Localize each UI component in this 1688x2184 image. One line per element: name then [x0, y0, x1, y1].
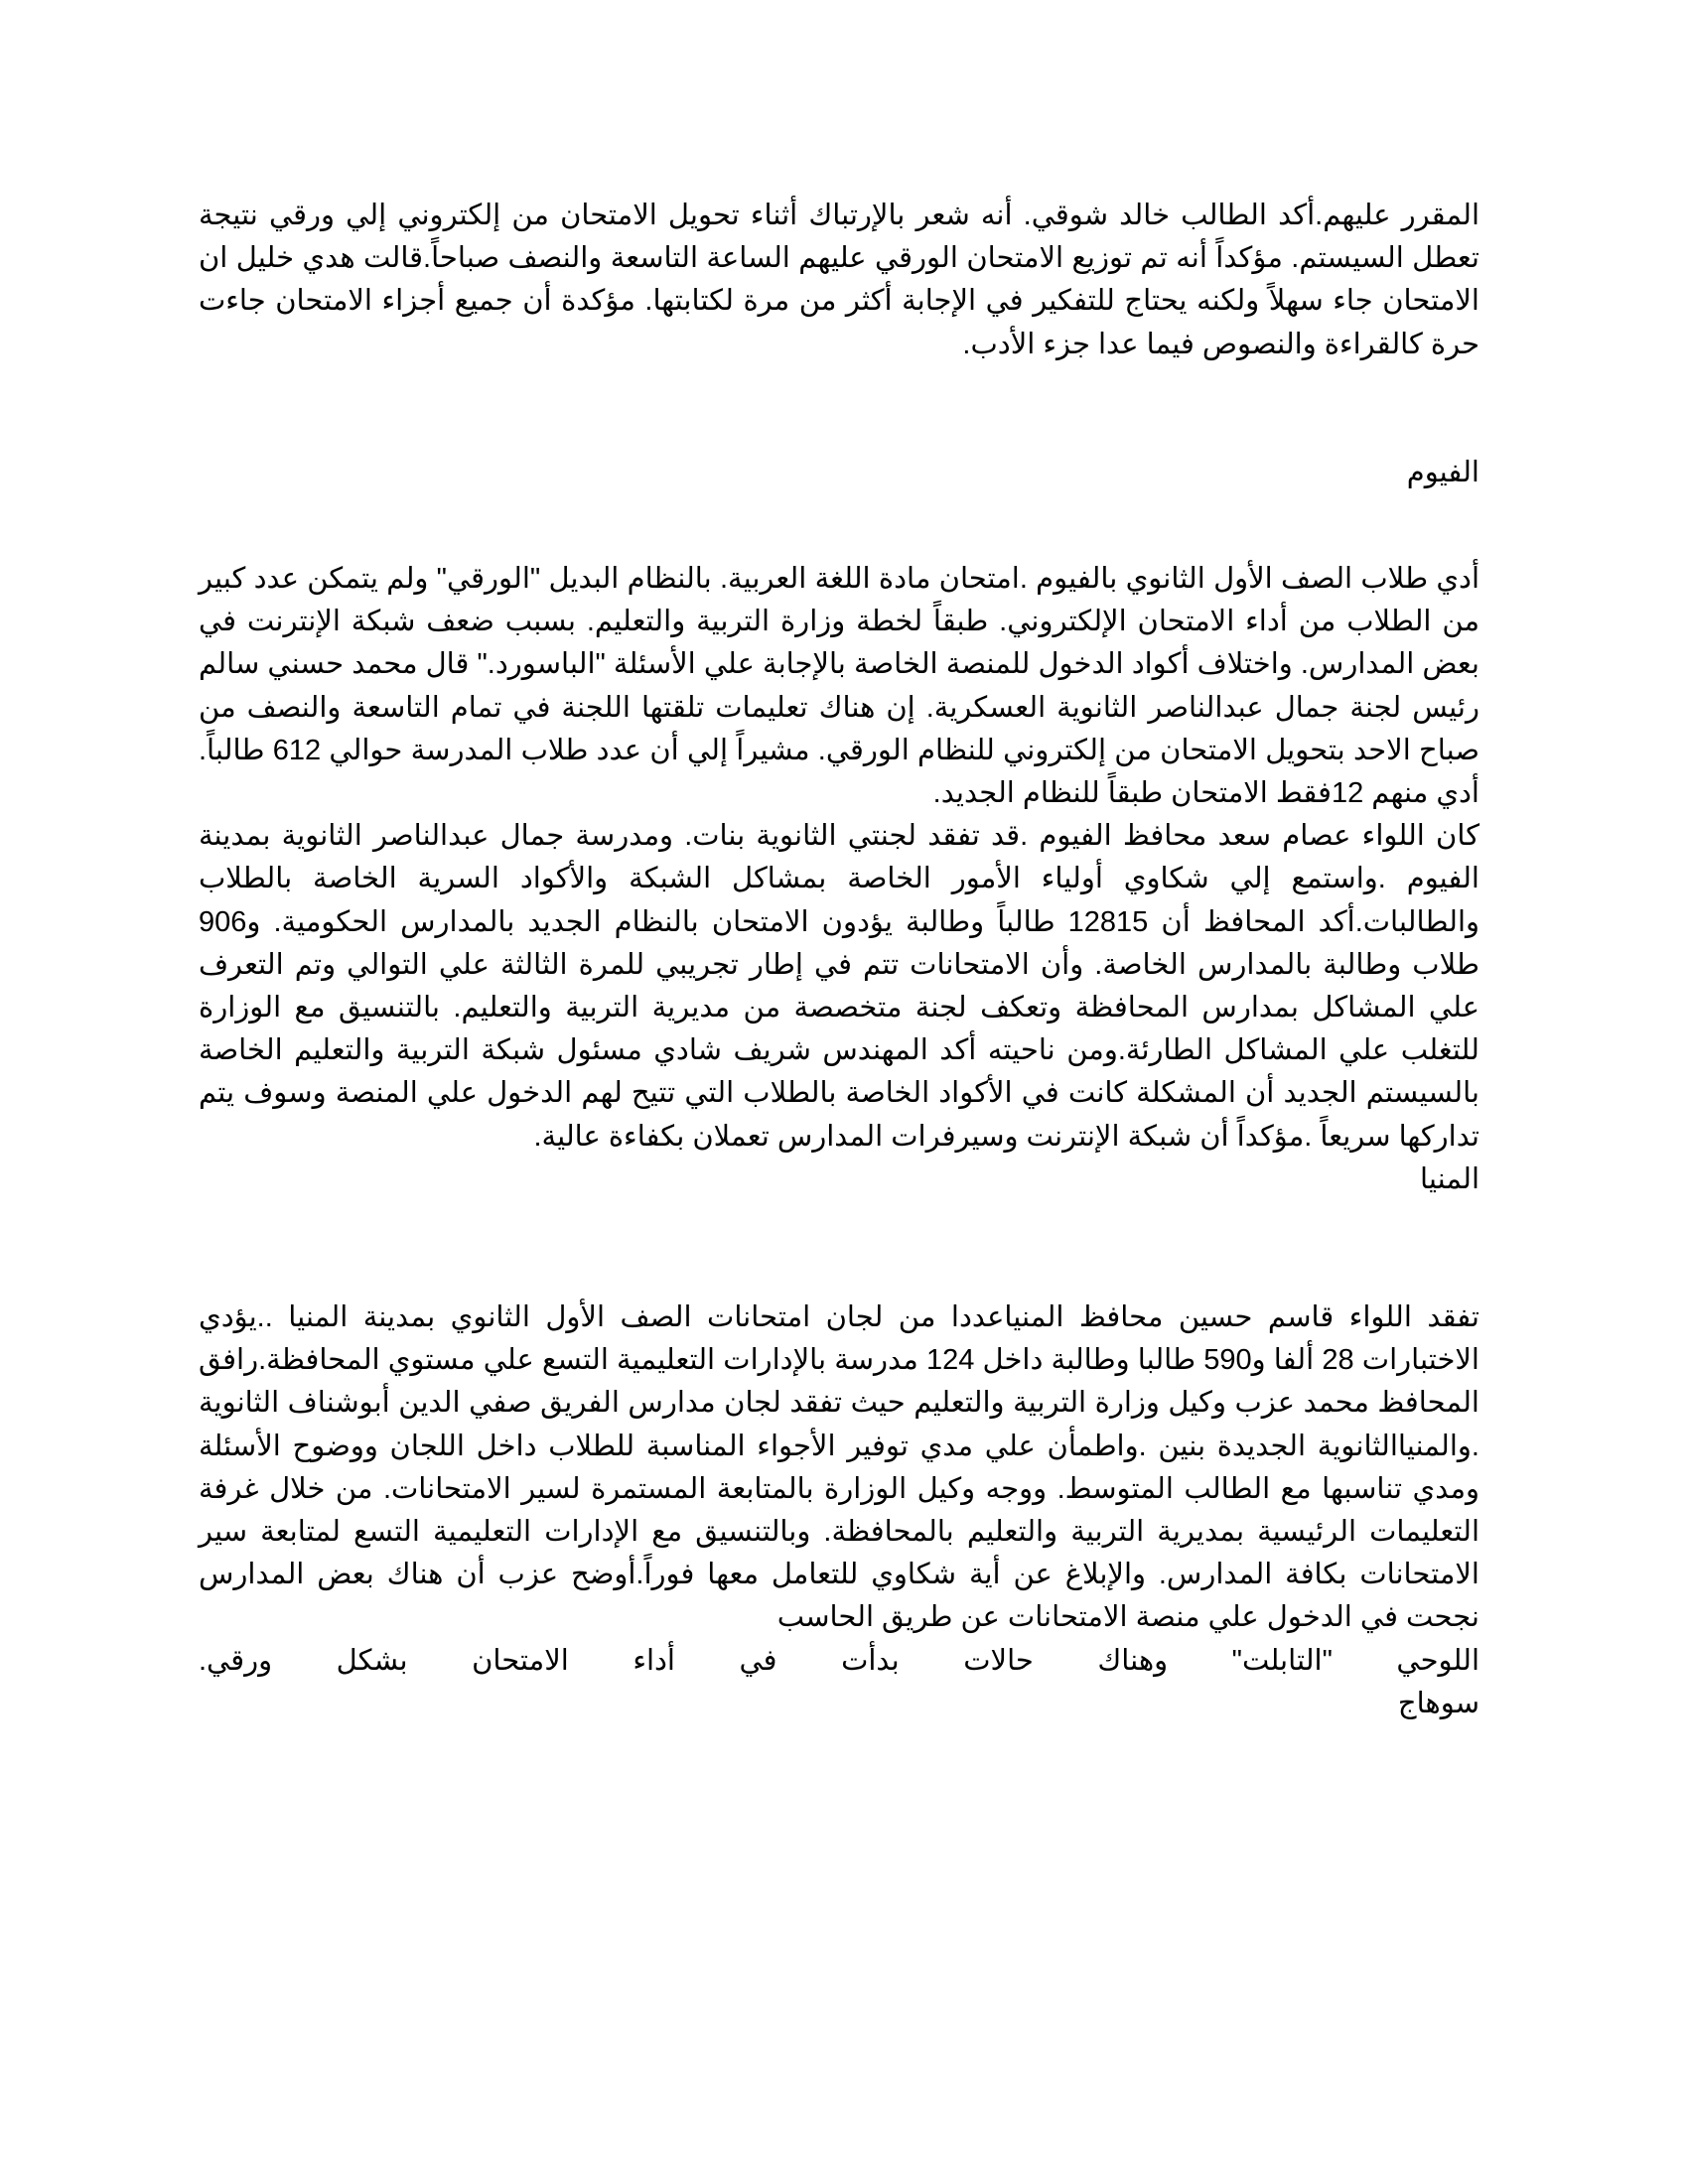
paragraph-minya-tablet: اللوحي "التابلت" وهناك حالات بدأت في أداء الامتحان بشكل ورقي.: [199, 1644, 1479, 1677]
paragraph-minya-governor: تفقد اللواء قاسم حسين محافظ المنياعددا من لجان امتحانات الصف الأول الثانوي بمدينة المنيا ..يؤدي الاختبارات 28 ألفا و590 طالبا وطالبة داخل 124 مدرسة بالإدارات التعليمية التسع علي مستوي المحافظة.رافق المحافظ محمد عزب وكيل وزارة التربية والتعليم حيث تفقد لجان مدارس الفريق صفي الدين أبوشناف الثانوية .والمنياالثانوية الجديدة بنين .واطمأن علي مدي توفير الأجواء المناسبة للطلاب داخل اللجان ووضوح الأسئلة ومدي تناسبها مع الطالب المتوسط. ووجه وكيل الوزارة بالمتابعة المستمرة لسير الامتحانات. من خلال غرفة التعليمات الرئيسية بمديرية التربية والتعليم بالمحافظة. وبالتنسيق مع الإدارات التعليمية التسع لمتابعة سير الامتحانات بكافة المدارس. والإبلاغ عن أية شكاوي للتعامل معها فوراً.أوضح عزب أن هناك بعض المدارس نجحت في الدخول علي منصة الامتحانات عن طريق الحاسب: [199, 1301, 1479, 1634]
section-heading-minya: المنيا: [1420, 1162, 1479, 1195]
article-body: [199, 195, 1479, 1725]
paragraph-fayoum-governor: كان اللواء عصام سعد محافظ الفيوم .قد تفقد لجنتي الثانوية بنات. ومدرسة جمال عبدالناصر الثانوية بمدينة الفيوم .واستمع إلي شكاوي أولياء الأمور الخاصة بمشاكل الشبكة والأكواد السرية الخاصة بالطلاب والطالبات.أكد المحافظ أن 12815 طالباً وطالبة يؤدون الامتحان بالنظام الجديد بالمدارس الحكومية. و906 طلاب وطالبة بالمدارس الخاصة. وأن الامتحانات تتم في إطار تجريبي للمرة الثالثة علي التوالي وتم التعرف علي المشاكل بمدارس المحافظة وتعكف لجنة متخصصة من مديرية التربية والتعليم. بالتنسيق مع الوزارة للتغلب علي المشاكل الطارئة.ومن ناحيته أكد المهندس شريف شادي مسئول شبكة التربية والتعليم الخاصة بالسيستم الجديد أن المشكلة كانت في الأكواد الخاصة بالطلاب التي تتيح لهم الدخول علي المنصة وسوف يتم تداركها سريعاً .مؤكداً أن شبكة الإنترنت وسيرفرات المدارس تعملان بكفاءة عالية.: [199, 820, 1479, 1153]
paragraph-exam-students: المقرر عليهم.أكد الطالب خالد شوقي. أنه شعر بالإرتباك أثناء تحويل الامتحان من إلكتروني إلي ورقي نتيجة تعطل السيستم. مؤكداً أنه تم توزيع الامتحان الورقي عليهم الساعة التاسعة والنصف صباحاً.قالت هدي خليل ان الامتحان جاء سهلاً ولكنه يحتاج للتفكير في الإجابة أكثر من مرة لكتابتها. مؤكدة أن جميع أجزاء الامتحان جاءت حرة كالقراءة والنصوص فيما عدا جزء الأدب.: [199, 200, 1479, 360]
spacer: [199, 366, 1479, 452]
section-heading-fayoum: الفيوم: [1406, 456, 1479, 488]
spacer: [199, 494, 1479, 558]
section-heading-sohag: سوهاج: [1397, 1687, 1479, 1719]
paragraph-fayoum-exam: أدي طلاب الصف الأول الثانوي بالفيوم .امتحان مادة اللغة العربية. بالنظام البديل "الورقي" ولم يتمكن عدد كبير من الطلاب من أداء الامتحان الإلكتروني. طبقاً لخطة وزارة التربية والتعليم. بسبب ضعف شبكة الإنترنت في بعض المدارس. واختلاف أكواد الدخول للمنصة الخاصة بالإجابة علي الأسئلة "الباسورد." قال محمد حسني سالم رئيس لجنة جمال عبدالناصر الثانوية العسكرية. إن هناك تعليمات تلقتها اللجنة في تمام التاسعة والنصف من صباح الاحد بتحويل الامتحان من إلكتروني للنظام الورقي. مشيراً إلي أن عدد طلاب المدرسة حوالي 612 طالباً. أدي منهم 12فقط الامتحان طبقاً للنظام الجديد.: [199, 563, 1479, 810]
spacer: [199, 1201, 1479, 1297]
